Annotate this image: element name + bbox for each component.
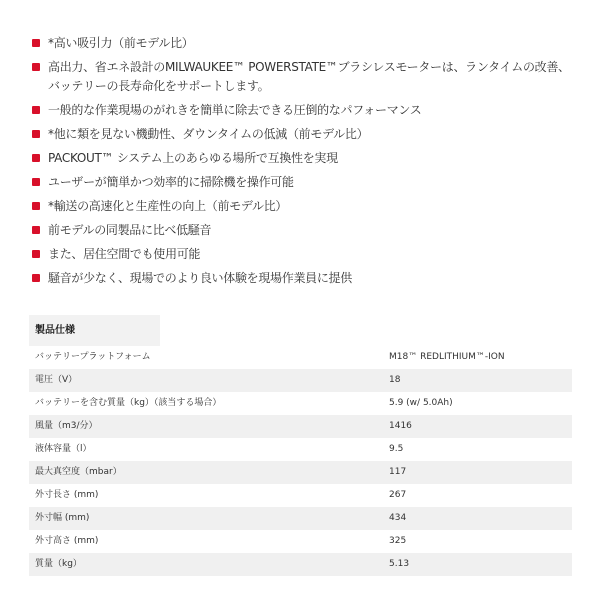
table-row — [29, 346, 572, 369]
spec-table-title: 製品仕様 — [29, 315, 160, 346]
feature-item — [31, 197, 576, 216]
spec-label: バッテリーを含む質量（kg）（該当する場合） — [35, 398, 222, 408]
spec-table — [29, 315, 572, 576]
feature-text: ユーザーが簡単かつ効率的に掃除機を操作可能 — [48, 175, 294, 189]
table-row — [29, 553, 572, 576]
feature-item — [31, 173, 576, 192]
feature-text: 前モデルの同製品に比べ低騒音 — [48, 223, 212, 237]
spec-value: 5.13 — [389, 559, 410, 569]
spec-value: 325 — [389, 536, 407, 546]
table-row — [29, 461, 572, 484]
spec-value: 434 — [389, 513, 407, 523]
bullet-icon — [32, 178, 40, 186]
spec-label: 風量（m3/分） — [35, 421, 98, 431]
table-row — [29, 530, 572, 553]
spec-value: 5.9 (w/ 5.0Ah) — [389, 398, 453, 408]
feature-text: *輸送の高速化と生産性の向上（前モデル比） — [48, 199, 288, 213]
spec-label: 最大真空度（mbar） — [35, 467, 122, 477]
spec-value: 18 — [389, 375, 401, 385]
bullet-icon — [32, 274, 40, 282]
bullet-icon — [32, 63, 40, 71]
feature-item — [31, 149, 576, 168]
feature-text: また、居住空間でも使用可能 — [48, 247, 201, 261]
feature-text: 騒音が少なく、現場でのより良い体験を現場作業員に提供 — [48, 271, 352, 285]
feature-item — [31, 269, 576, 288]
feature-text: 高出力、省エネ設計のMILWAUKEE™ POWERSTATE™ブラシレスモーターは、ランタイムの改善、バッテリーの長寿命化をサポートします。 — [48, 60, 570, 93]
bullet-icon — [32, 250, 40, 258]
bullet-icon — [32, 39, 40, 47]
feature-text: PACKOUT™ システム上のあらゆる場所で互換性を実現 — [48, 151, 338, 165]
feature-item — [31, 101, 576, 120]
table-row — [29, 484, 572, 507]
table-row — [29, 438, 572, 461]
spec-label: 質量（kg） — [35, 559, 82, 569]
spec-label: バッテリープラットフォーム — [35, 352, 151, 362]
table-row — [29, 507, 572, 530]
table-row — [29, 392, 572, 415]
spec-rows — [29, 346, 572, 576]
feature-text: *高い吸引力（前モデル比） — [48, 36, 194, 50]
spec-label: 液体容量（l） — [35, 444, 92, 454]
feature-list — [31, 34, 576, 293]
feature-item — [31, 125, 576, 144]
feature-item — [31, 58, 576, 96]
feature-item — [31, 34, 576, 53]
bullet-icon — [32, 106, 40, 114]
bullet-icon — [32, 130, 40, 138]
spec-label: 外寸高さ (mm) — [35, 536, 99, 546]
spec-value: 9.5 — [389, 444, 404, 454]
feature-text: 一般的な作業現場のがれきを簡単に除去できる圧倒的なパフォーマンス — [48, 103, 422, 117]
spec-label: 外寸長さ (mm) — [35, 490, 99, 500]
table-row — [29, 369, 572, 392]
feature-text: *他に類を見ない機動性、ダウンタイムの低減（前モデル比） — [48, 127, 369, 141]
spec-label: 電圧（V） — [35, 375, 78, 385]
feature-item — [31, 221, 576, 240]
spec-value: 117 — [389, 467, 407, 477]
feature-item — [31, 245, 576, 264]
spec-value: 267 — [389, 490, 407, 500]
bullet-icon — [32, 202, 40, 210]
spec-value: M18™ REDLITHIUM™-ION — [389, 352, 505, 362]
spec-label: 外寸幅 (mm) — [35, 513, 90, 523]
bullet-icon — [32, 226, 40, 234]
spec-value: 1416 — [389, 421, 412, 431]
table-row — [29, 415, 572, 438]
bullet-icon — [32, 154, 40, 162]
